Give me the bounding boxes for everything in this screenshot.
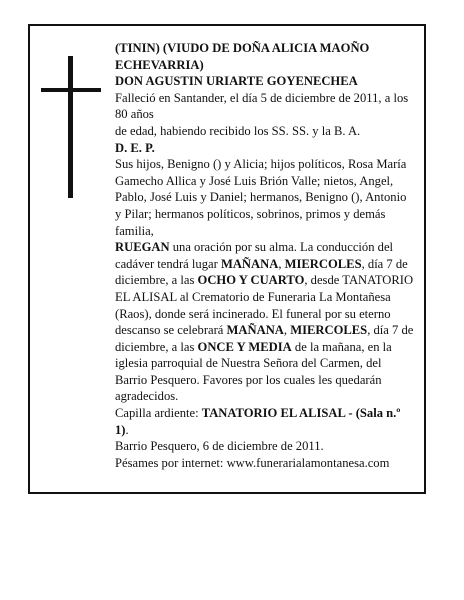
dep-label: D. E. P. [115,140,155,155]
ruegan-text-4: , día 7 de diciembre, a las [115,323,414,354]
ocho-y-cuarto: OCHO Y CUARTO [197,273,305,288]
family-paragraph: Sus hijos, Benigno () y Alicia; hijos políticos, Rosa María Gamecho Allica y José Luis Brión Valle; nietos, Angel, Pablo, José Luis y Daniel; hermanos, Benigno (), Antonio y Pilar; hermanos políticos, sobrinos, primos y demás familia, [115,157,407,238]
nickname-line: (TININ) (VIUDO DE DOÑA ALICIA MAOÑO ECHEVARRIA) [115,41,370,72]
manana-word-1: MAÑANA [220,256,279,271]
death-notice-line2: de edad, habiendo recibido los SS. SS. y la B. A. [115,123,361,138]
date-place: Barrio Pesquero, 6 de diciembre de 2011. [115,439,324,454]
ruegan-text-3: , desde TANATORIO EL ALISAL al Crematorio de Funeraria La Montañesa (Raos), donde será incinerado. El funeral por su eterno descanso se celebrará [115,273,414,338]
cross-vertical-bar [68,56,73,198]
ruegan-text-5: de la mañana, en la iglesia parroquial de Nuestra Señora del Carmen, del Barrio Pesquero. Favores por los cuales les quedarán agradecidos. [115,339,392,404]
capilla-end: . [125,422,129,437]
once-y-media: ONCE Y MEDIA [197,339,292,354]
capilla-ardiente [115,405,415,438]
miercoles-word-2: MIERCOLES [290,323,368,338]
condolences-line: Pésames por internet: www.funerarialamontanesa.com [115,455,390,470]
ruegan-comma-1: , [278,256,285,271]
miercoles-word-1: MIERCOLES [284,256,362,271]
obituary-notice [28,24,426,494]
ruegan-paragraph [115,239,415,405]
ruegan-comma-2: , [283,323,291,338]
ruegan-text-1: una oración por su alma. La conducción del cadáver tendrá lugar [115,240,394,271]
ruegan-text-2: , día 7 de diciembre, a las [115,256,408,288]
death-notice-line1: Falleció en Santander, el día 5 de diciembre de 2011, a los 80 años [115,90,409,122]
capilla-value: TANATORIO EL ALISAL - (Sala n.º 1) [115,406,401,437]
notice-text [115,40,415,471]
manana-word-2: MAÑANA [226,323,284,338]
capilla-label: Capilla ardiente: [115,406,202,421]
deceased-name: DON AGUSTIN URIARTE GOYENECHEA [115,74,358,89]
cross-horizontal-bar [41,88,101,92]
ruegan-word: RUEGAN [115,240,170,255]
